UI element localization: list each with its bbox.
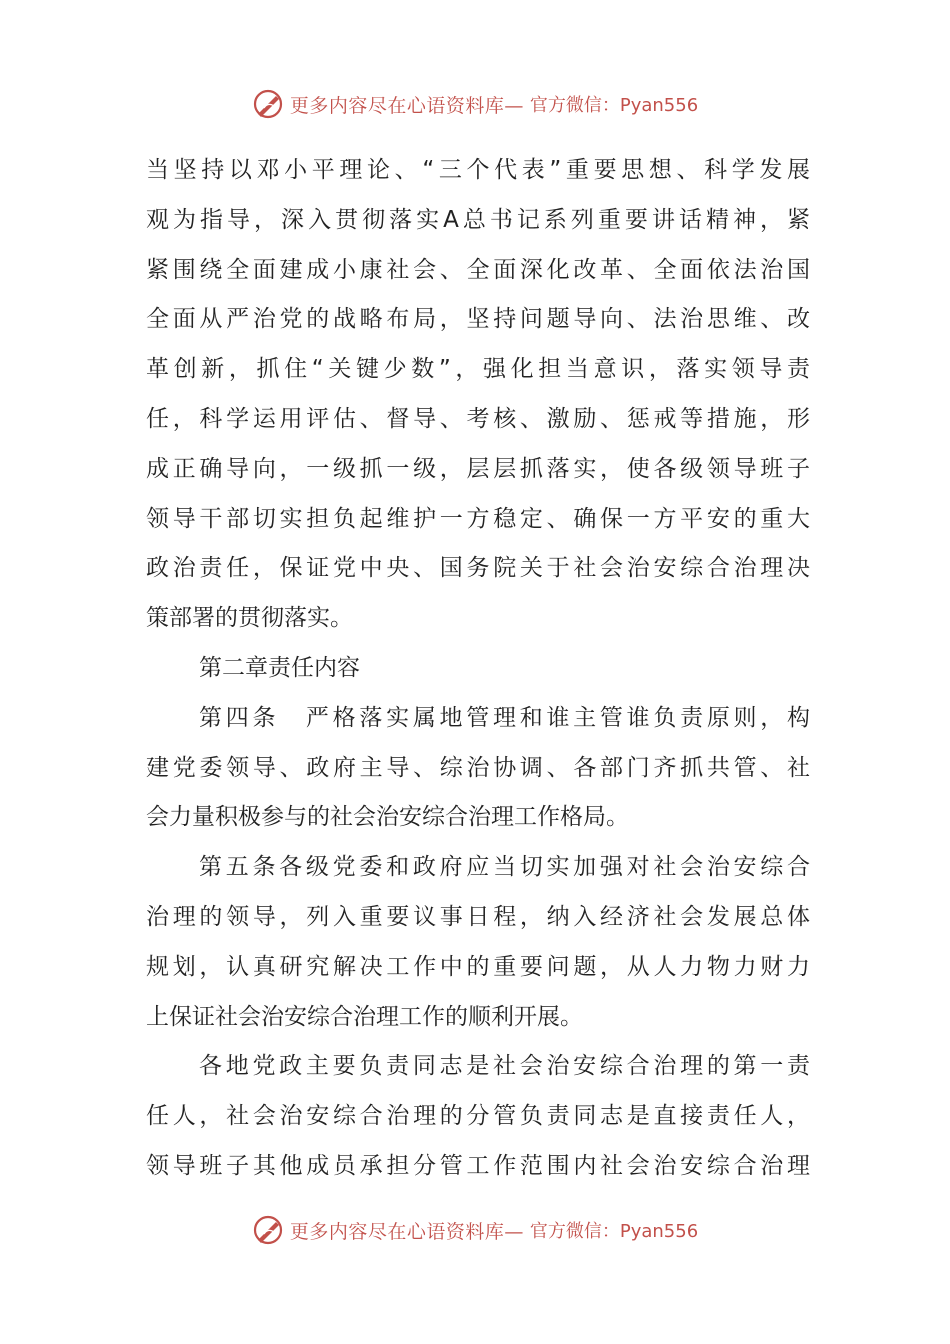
footer-banner-main-text: 更多内容尽在心语资料库— (289, 1220, 524, 1243)
body-line: 任，科学运用评估、督导、考核、激励、惩戒等措施，形 (146, 405, 810, 432)
body-line: 治理的领导，列入重要议事日程，纳入经济社会发展总体 (146, 903, 810, 930)
document-body (146, 146, 810, 1192)
article-4-line: 第四条 严格落实属地管理和谁主管谁负责原则，构 (199, 704, 810, 731)
header-watermark-banner (0, 84, 950, 124)
pen-logo-icon (252, 88, 284, 120)
body-line: 任人，社会治安综合治理的分管负责同志是直接责任人， (146, 1103, 810, 1130)
body-line: 会力量积极参与的社会治安综合治理工作格局。 (146, 804, 629, 831)
body-line: 建党委领导、政府主导、综治协调、各部门齐抓共管、社 (146, 754, 810, 781)
body-line: 成正确导向，一级抓一级，层层抓落实，使各级领导班子 (146, 455, 810, 482)
body-line: 政治责任，保证党中央、国务院关于社会治安综合治理决 (146, 555, 810, 582)
footer-watermark-banner (0, 1210, 950, 1250)
paragraph-line: 各地党政主要负责同志是社会治安综合治理的第一责 (199, 1053, 810, 1080)
chapter-heading: 第二章责任内容 (199, 654, 360, 681)
footer-banner-wechat-text: 官方微信：Pyan556 (529, 1221, 699, 1242)
body-line: 当坚持以邓小平理论、“三个代表”重要思想、科学发展 (146, 157, 810, 183)
body-line: 革创新，抓住“关键少数”，强化担当意识，落实领导责 (146, 356, 810, 383)
body-line: 观为指导，深入贯彻落实A总书记系列重要讲话精神，紧 (146, 206, 810, 233)
pen-logo-icon (252, 1214, 284, 1246)
body-line: 领导干部切实担负起维护一方稳定、确保一方平安的重大 (146, 505, 810, 532)
article-5-line: 第五条各级党委和政府应当切实加强对社会治安综合 (199, 854, 810, 881)
body-line: 规划，认真研究解决工作中的重要问题，从人力物力财力 (146, 953, 810, 980)
body-line: 全面从严治党的战略布局，坚持问题导向、法治思维、改 (146, 306, 810, 333)
body-line: 策部署的贯彻落实。 (146, 605, 353, 632)
body-line: 紧围绕全面建成小康社会、全面深化改革、全面依法治国 (146, 256, 810, 283)
header-banner-wechat-text: 官方微信：Pyan556 (529, 95, 699, 116)
header-banner-main-text: 更多内容尽在心语资料库— (289, 94, 524, 117)
body-line: 领导班子其他成员承担分管工作范围内社会治安综合治理 (146, 1152, 810, 1179)
body-line: 上保证社会治安综合治理工作的顺利开展。 (146, 1003, 583, 1030)
